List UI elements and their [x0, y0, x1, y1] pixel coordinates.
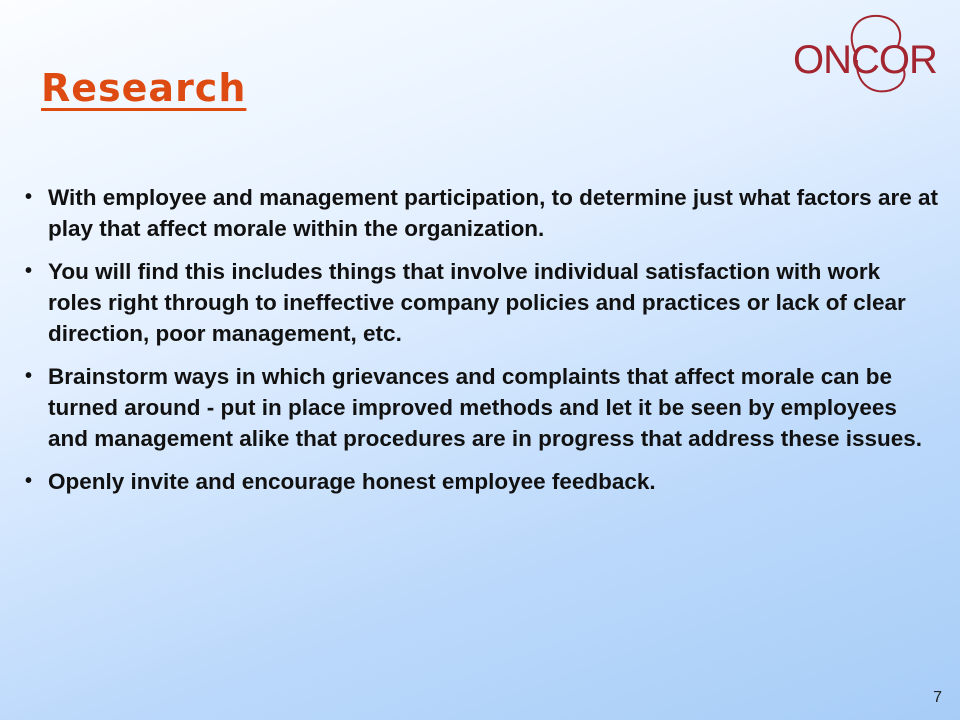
- bullet-item: [22, 182, 940, 244]
- bullet-item: [22, 466, 940, 497]
- slide-title: Research: [41, 66, 247, 110]
- bullet-text: Openly invite and encourage honest employee feedback.: [48, 469, 656, 494]
- oncor-logo: [793, 12, 937, 94]
- bullet-icon: •: [25, 260, 33, 282]
- bullet-text: You will find this includes things that involve individual satisfaction with work roles right through to ineffective company policies and practices or lack of clear direction, poor management, etc.: [48, 259, 906, 346]
- bullet-item: [22, 361, 940, 454]
- logo-text: ONCOR: [793, 38, 937, 82]
- page-number: 7: [933, 689, 942, 706]
- bullet-icon: •: [25, 470, 33, 492]
- bullet-icon: •: [25, 186, 33, 208]
- bullet-item: [22, 256, 940, 349]
- bullet-icon: •: [25, 365, 33, 387]
- bullet-list: [22, 182, 940, 509]
- bullet-text: With employee and management participation, to determine just what factors are at play that affect morale within the organization.: [48, 185, 938, 241]
- bullet-text: Brainstorm ways in which grievances and complaints that affect morale can be turned around - put in place improved methods and let it be seen by employees and management alike that procedures are in progress that address these issues.: [48, 364, 923, 451]
